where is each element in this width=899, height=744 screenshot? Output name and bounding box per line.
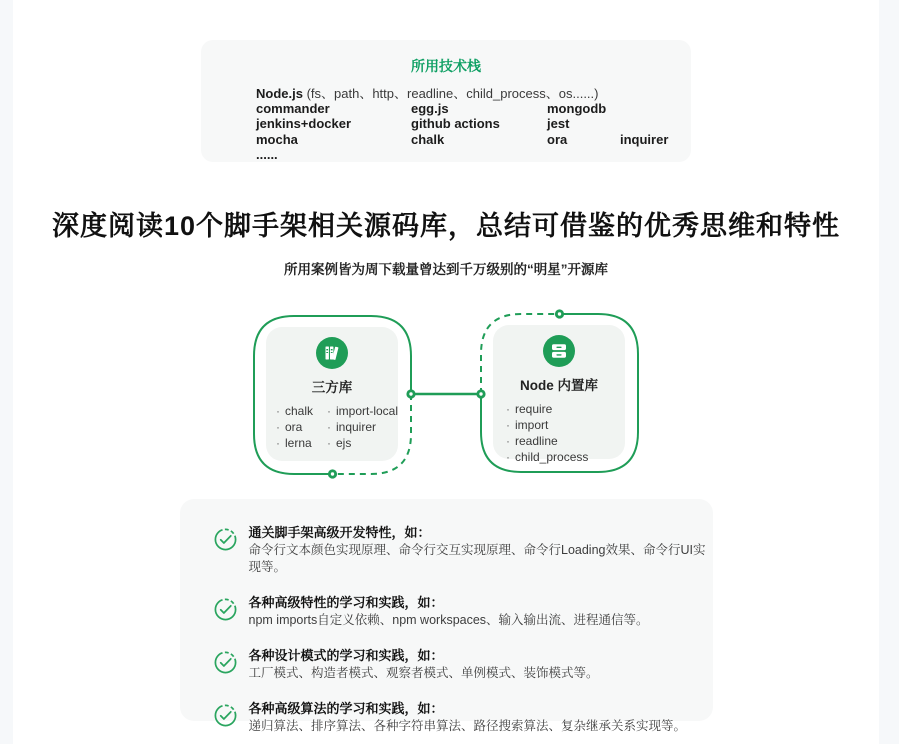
- feature-item: [213, 594, 713, 629]
- feature-title: 通关脚手架高级开发特性，如：: [248, 525, 431, 540]
- feature-title: 各种高级算法的学习和实践，如：: [248, 701, 444, 716]
- tech-item: chalk: [411, 131, 445, 147]
- check-icon: [213, 650, 238, 675]
- tech-item: jest: [547, 116, 570, 132]
- tech-row: [256, 101, 691, 116]
- list-item: · ejs: [327, 435, 398, 451]
- tech-item: github actions: [411, 116, 500, 132]
- tech-item: mongodb: [547, 101, 607, 117]
- tech-row-node: [256, 86, 691, 101]
- tech-item: inquirer: [620, 131, 669, 147]
- tech-item: jenkins+docker: [256, 116, 352, 132]
- tech-node-name: Node.js: [256, 86, 303, 101]
- tech-ellipsis: ......: [256, 146, 278, 162]
- feature-item: [213, 524, 713, 576]
- check-icon: [213, 703, 238, 728]
- list-item: · import-local: [327, 403, 398, 419]
- check-icon: [213, 527, 238, 552]
- tech-stack-title: 所用技术栈: [411, 58, 481, 74]
- node-builtin-title: Node 内置库: [519, 378, 598, 393]
- tech-item: commander: [256, 101, 330, 117]
- third-party-card: [266, 327, 398, 461]
- tech-item: ora: [547, 131, 568, 147]
- node-builtin-list: [493, 401, 625, 465]
- check-icon: [213, 597, 238, 622]
- feature-item: [213, 647, 713, 682]
- list-item: · require: [506, 401, 625, 417]
- page-title: 深度阅读10个脚手架相关源码库，总结可借鉴的优秀思维和特性: [51, 211, 841, 241]
- list-item: · chalk: [276, 403, 321, 419]
- node-builtin-card: [493, 325, 625, 464]
- books-icon: [316, 337, 348, 369]
- page: [13, 0, 879, 744]
- feature-item: [213, 700, 713, 735]
- feature-desc: npm imports自定义依赖、npm workspaces、输入输出流、进程通信等。: [248, 613, 649, 627]
- list-item: · lerna: [276, 435, 321, 451]
- feature-title: 各种高级特性的学习和实践，如：: [248, 595, 444, 610]
- tech-item: mocha: [256, 131, 298, 147]
- third-party-list: [266, 403, 398, 451]
- list-item: · readline: [506, 433, 625, 449]
- page-subtitle: 所用案例皆为周下载量曾达到千万级别的“明星”开源库: [284, 262, 608, 277]
- tech-node-detail: (fs、path、http、readline、child_process、os......): [302, 86, 599, 101]
- list-item: · child_process: [506, 449, 625, 465]
- list-item: · ora: [276, 419, 321, 435]
- feature-desc: 递归算法、排序算法、各种字符串算法、路径搜索算法、复杂继承关系实现等。: [248, 719, 687, 733]
- tech-row: [256, 132, 691, 147]
- feature-desc: 命令行文本颜色实现原理、命令行交互实现原理、命令行Loading效果、命令行UI实现等。: [248, 543, 706, 574]
- features-card: [180, 499, 713, 733]
- list-item: · inquirer: [327, 419, 398, 435]
- libraries-diagram: [251, 310, 641, 480]
- tech-stack-card: [201, 40, 691, 162]
- feature-desc: 工厂模式、构造者模式、观察者模式、单例模式、装饰模式等。: [248, 666, 599, 680]
- feature-title: 各种设计模式的学习和实践，如：: [248, 648, 444, 663]
- list-item: · import: [506, 417, 625, 433]
- tech-row: [256, 116, 691, 131]
- third-party-title: 三方库: [311, 380, 353, 395]
- server-icon: [543, 335, 575, 367]
- tech-stack-grid: [201, 86, 691, 162]
- tech-item: egg.js: [411, 101, 449, 117]
